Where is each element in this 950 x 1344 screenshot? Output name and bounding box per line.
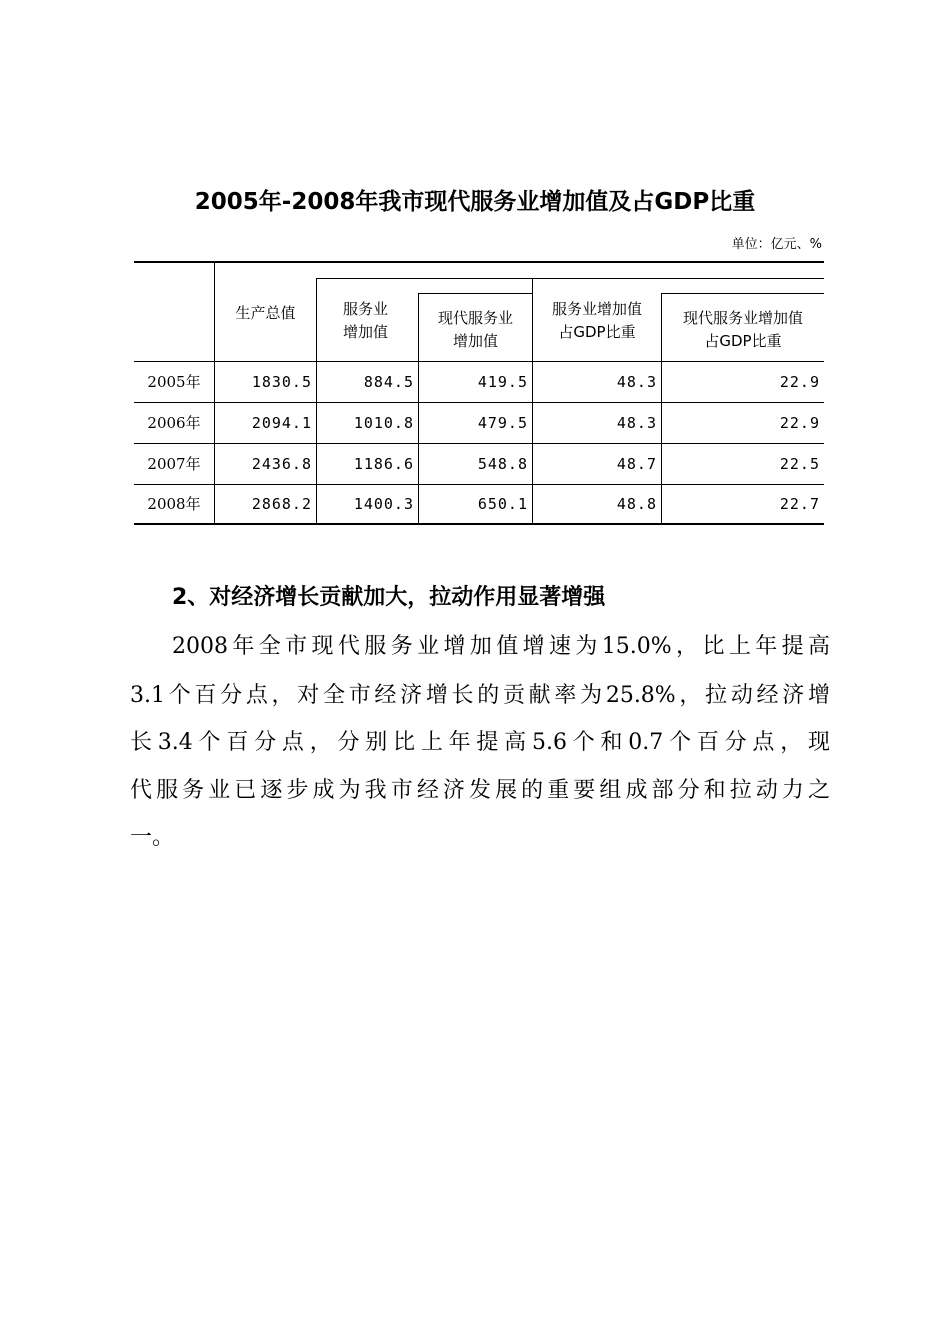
- table-cell-service: 1400.3: [353, 495, 414, 513]
- table-cell-gdp: 2868.2: [251, 495, 312, 513]
- table-cell-modern: 548.8: [477, 455, 528, 473]
- section-heading: 2、对经济增长贡献加大，拉动作用显著增强: [172, 585, 606, 610]
- paragraph-line: 一。: [130, 825, 175, 850]
- header-modern: 现代服务业 增加值: [437, 309, 513, 350]
- paragraph-line: 3.1个百分点，对全市经济增长的贡献率为25.8%，拉动经济增: [130, 683, 830, 708]
- paragraph-line: 2008年全市现代服务业增加值增速为15.0%，比上年提高: [172, 634, 830, 659]
- unit-label: 单位：亿元、%: [731, 237, 822, 252]
- header-service: 服务业 增加值: [343, 300, 389, 341]
- header-modern-share: 现代服务业增加值 占GDP比重: [682, 309, 803, 350]
- table-cell-modern-share: 22.9: [779, 414, 820, 432]
- data-table: [0, 0, 950, 560]
- header-gdp: 生产总值: [235, 304, 296, 322]
- table-row-year: 2007年: [147, 455, 201, 473]
- header-service-share: 服务业增加值 占GDP比重: [551, 300, 642, 341]
- table-title: 2005年-2008年我市现代服务业增加值及占GDP比重: [194, 189, 756, 215]
- table-cell-gdp: 1830.5: [251, 373, 312, 391]
- table-cell-service: 884.5: [363, 373, 414, 391]
- table-cell-modern: 419.5: [477, 373, 528, 391]
- table-cell-modern: 650.1: [477, 495, 528, 513]
- paragraph-line: 长3.4个百分点，分别比上年提高5.6个和0.7个百分点，现: [130, 730, 830, 755]
- table-cell-modern: 479.5: [477, 414, 528, 432]
- table-cell-gdp: 2094.1: [251, 414, 312, 432]
- table-bottom-rule: [134, 523, 824, 525]
- table-cell-modern-share: 22.9: [779, 373, 820, 391]
- header-subrule-modern-share: [662, 293, 824, 294]
- table-row-year: 2008年: [147, 495, 201, 513]
- paragraph-line: 代服务业已逐步成为我市经济发展的重要组成部分和拉动力之: [130, 778, 830, 803]
- table-cell-service-share: 48.7: [616, 455, 657, 473]
- table-top-rule: [134, 261, 824, 263]
- table-cell-modern-share: 22.7: [779, 495, 820, 513]
- table-cell-service: 1010.8: [353, 414, 414, 432]
- table-cell-service: 1186.6: [353, 455, 414, 473]
- table-cell-modern-share: 22.5: [779, 455, 820, 473]
- table-row-year: 2006年: [147, 414, 201, 432]
- header-bottom-rule: [134, 361, 824, 362]
- header-subrule-right: [533, 278, 824, 279]
- table-row-year: 2005年: [147, 373, 201, 391]
- table-cell-service-share: 48.3: [616, 414, 657, 432]
- row-rule-2: [134, 443, 824, 444]
- header-subrule-modern: [418, 293, 533, 294]
- row-rule-1: [134, 402, 824, 403]
- table-cell-service-share: 48.3: [616, 373, 657, 391]
- table-cell-gdp: 2436.8: [251, 455, 312, 473]
- table-cell-service-share: 48.8: [616, 495, 657, 513]
- header-subrule-left: [317, 278, 532, 279]
- row-rule-3: [134, 484, 824, 485]
